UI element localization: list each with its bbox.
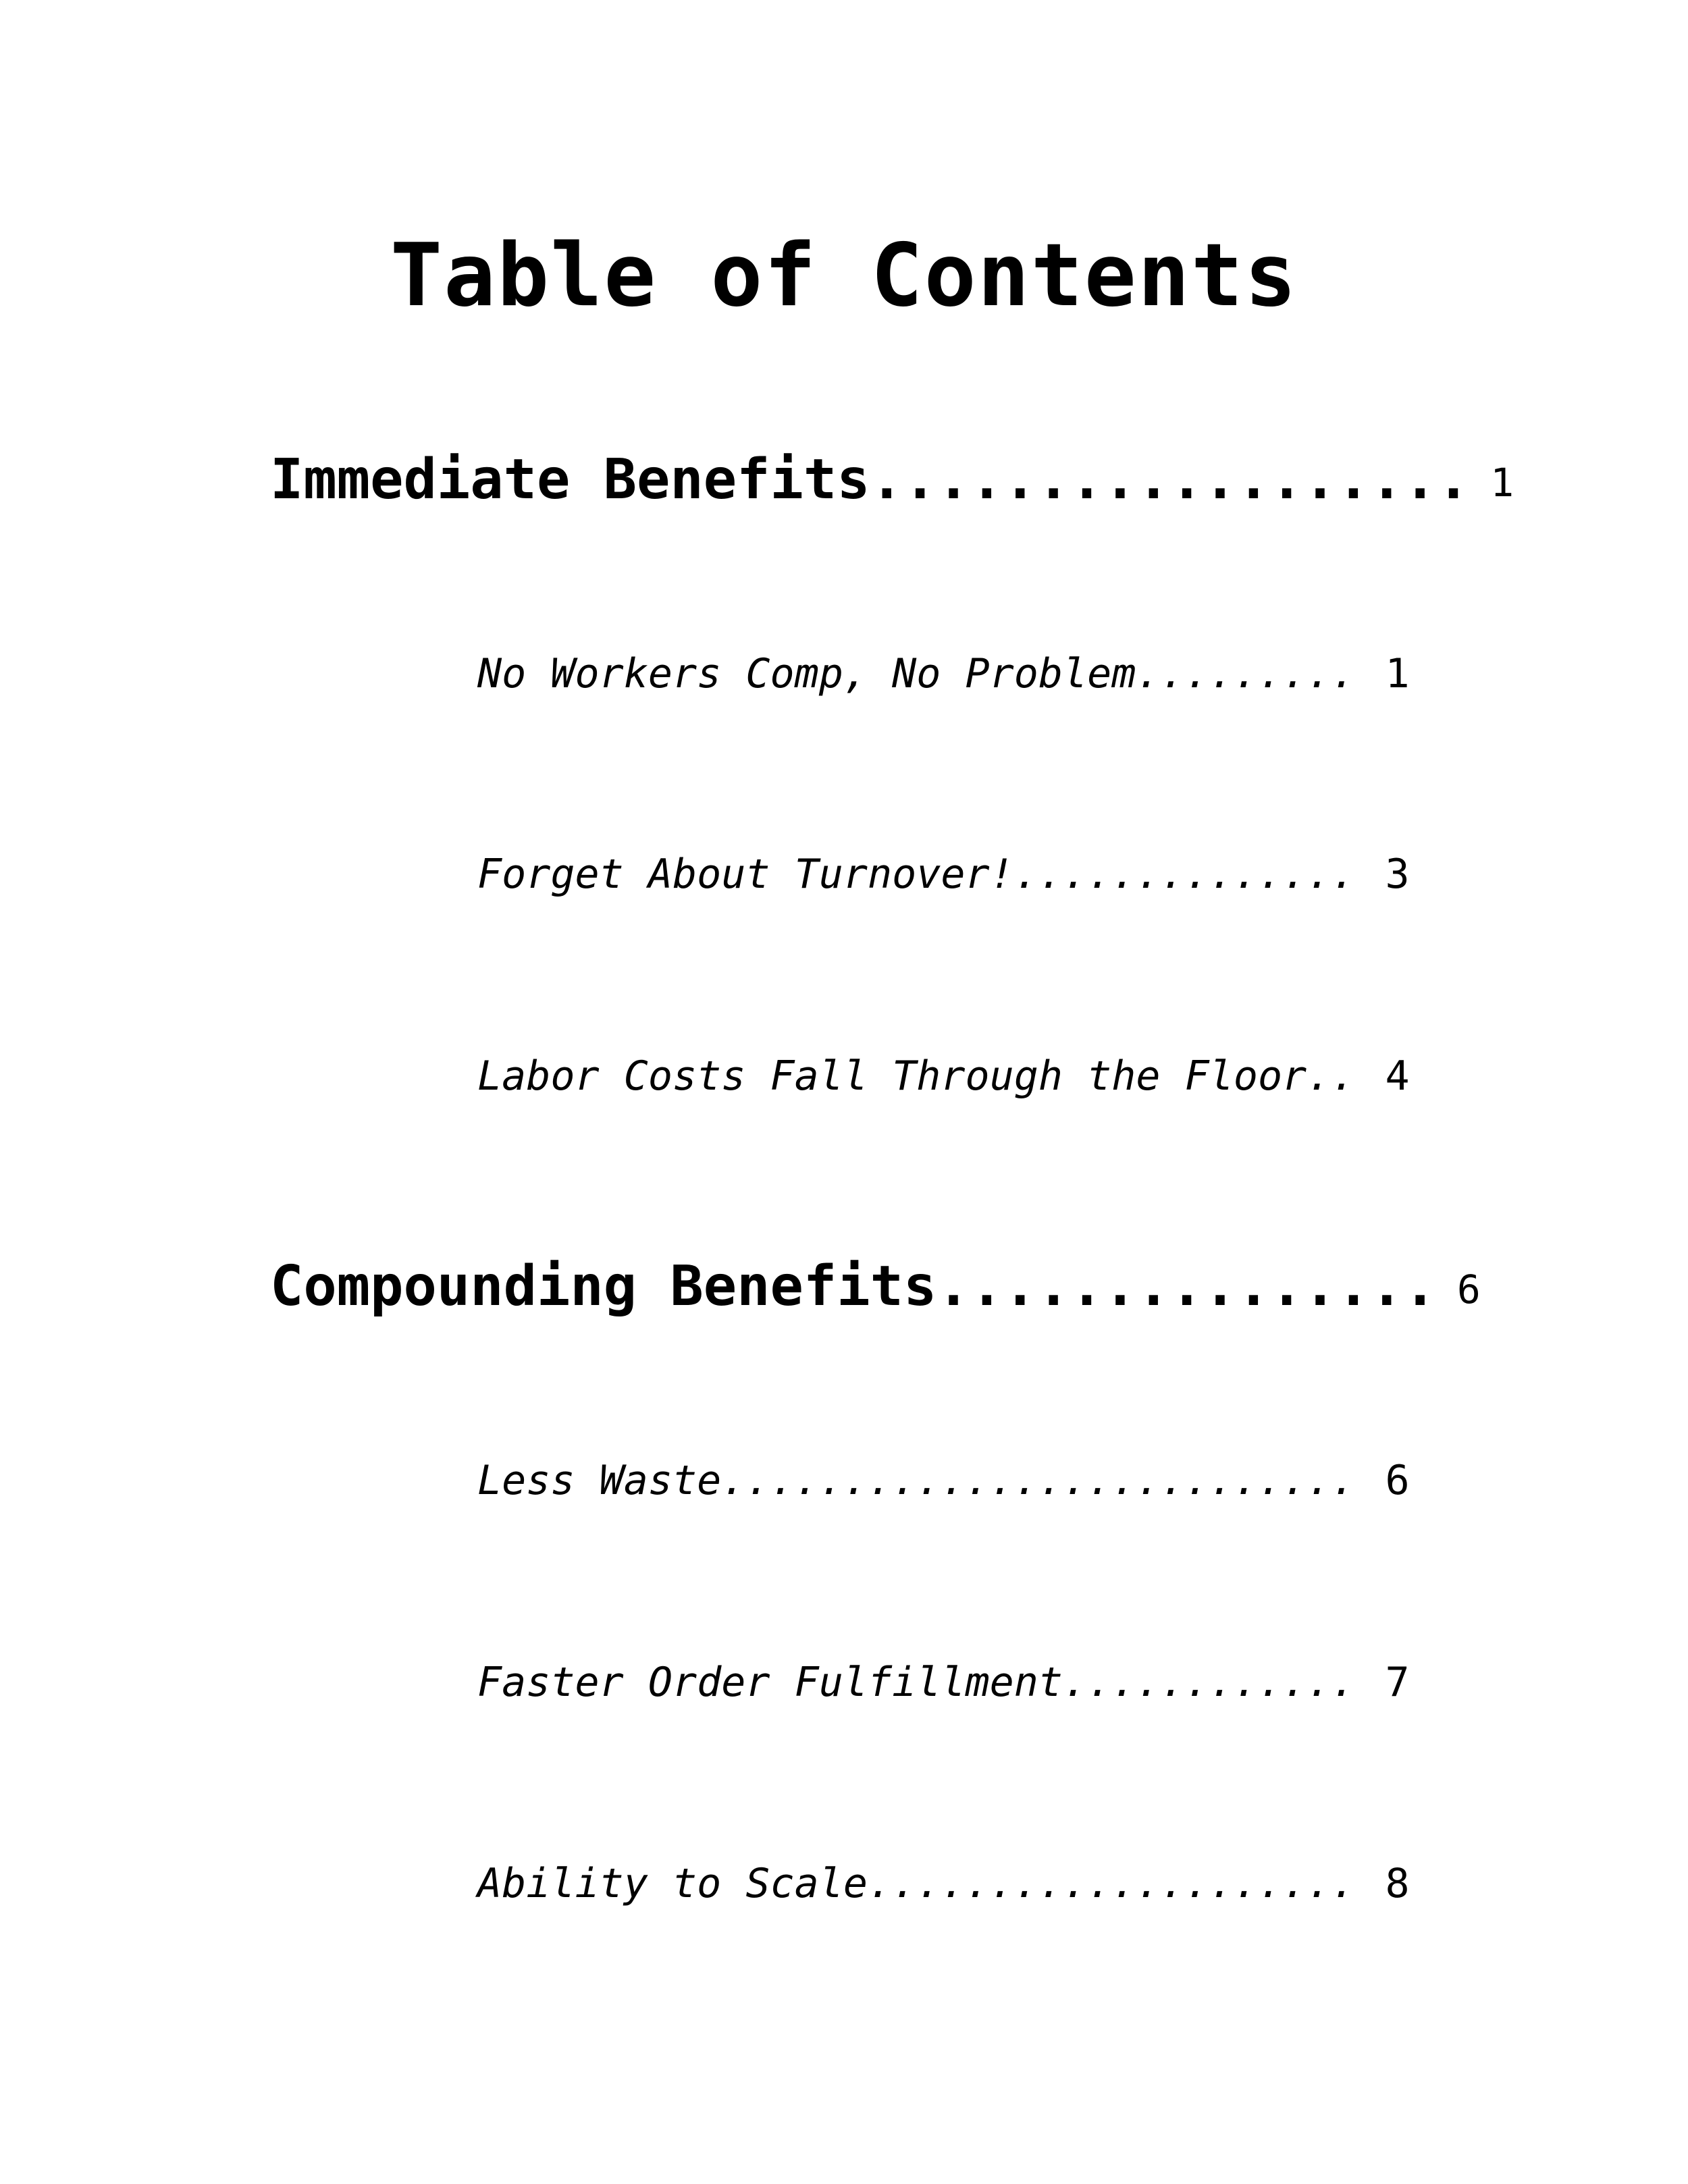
toc-page-number: 6 (1456, 1267, 1481, 1312)
toc-dot-leader: ............ (1062, 1659, 1356, 1706)
toc-page-number: 8 (1385, 1860, 1410, 1907)
toc-title: Table of Contents (390, 225, 1298, 326)
toc-subsection-entry (477, 650, 1410, 697)
toc-subsection-title: No Workers Comp, No Problem (477, 650, 1136, 697)
toc-subsection-title: Labor Costs Fall Through the Floor (477, 1053, 1307, 1100)
toc-subsection-entry (477, 1659, 1410, 1706)
toc-page-number: 1 (1385, 650, 1410, 697)
toc-page-number: 1 (1490, 460, 1514, 506)
toc-subsection-title: Less Waste (477, 1457, 722, 1504)
toc-page-number: 6 (1385, 1457, 1410, 1504)
toc-dot-leader: .............. (1013, 851, 1356, 898)
toc-section-entry (270, 1254, 1481, 1319)
toc-dot-leader: ......... (1136, 650, 1356, 697)
toc-dot-leader: ............... (937, 1254, 1437, 1319)
toc-page-number: 3 (1385, 851, 1410, 898)
toc-subsection-entry (477, 1457, 1410, 1504)
toc-section-entry (270, 448, 1514, 512)
toc-subsection-title: Faster Order Fulfillment (477, 1659, 1063, 1706)
toc-subsection-title: Forget About Turnover! (477, 851, 1014, 898)
toc-subsection-entry (477, 851, 1410, 898)
toc-subsection-title: Ability to Scale (477, 1860, 868, 1907)
toc-section-title: Compounding Benefits (270, 1254, 937, 1319)
toc-subsection-entry (477, 1860, 1410, 1907)
toc-page-number: 4 (1385, 1053, 1410, 1100)
toc-section-title: Immediate Benefits (270, 448, 870, 512)
toc-dot-leader: .. (1307, 1053, 1356, 1100)
toc-subsection-entry (477, 1053, 1410, 1100)
toc-page-number: 7 (1385, 1659, 1410, 1706)
toc-dot-leader: .......................... (721, 1457, 1356, 1504)
toc-dot-leader: .................. (870, 448, 1471, 512)
toc-dot-leader: .................... (867, 1860, 1356, 1907)
